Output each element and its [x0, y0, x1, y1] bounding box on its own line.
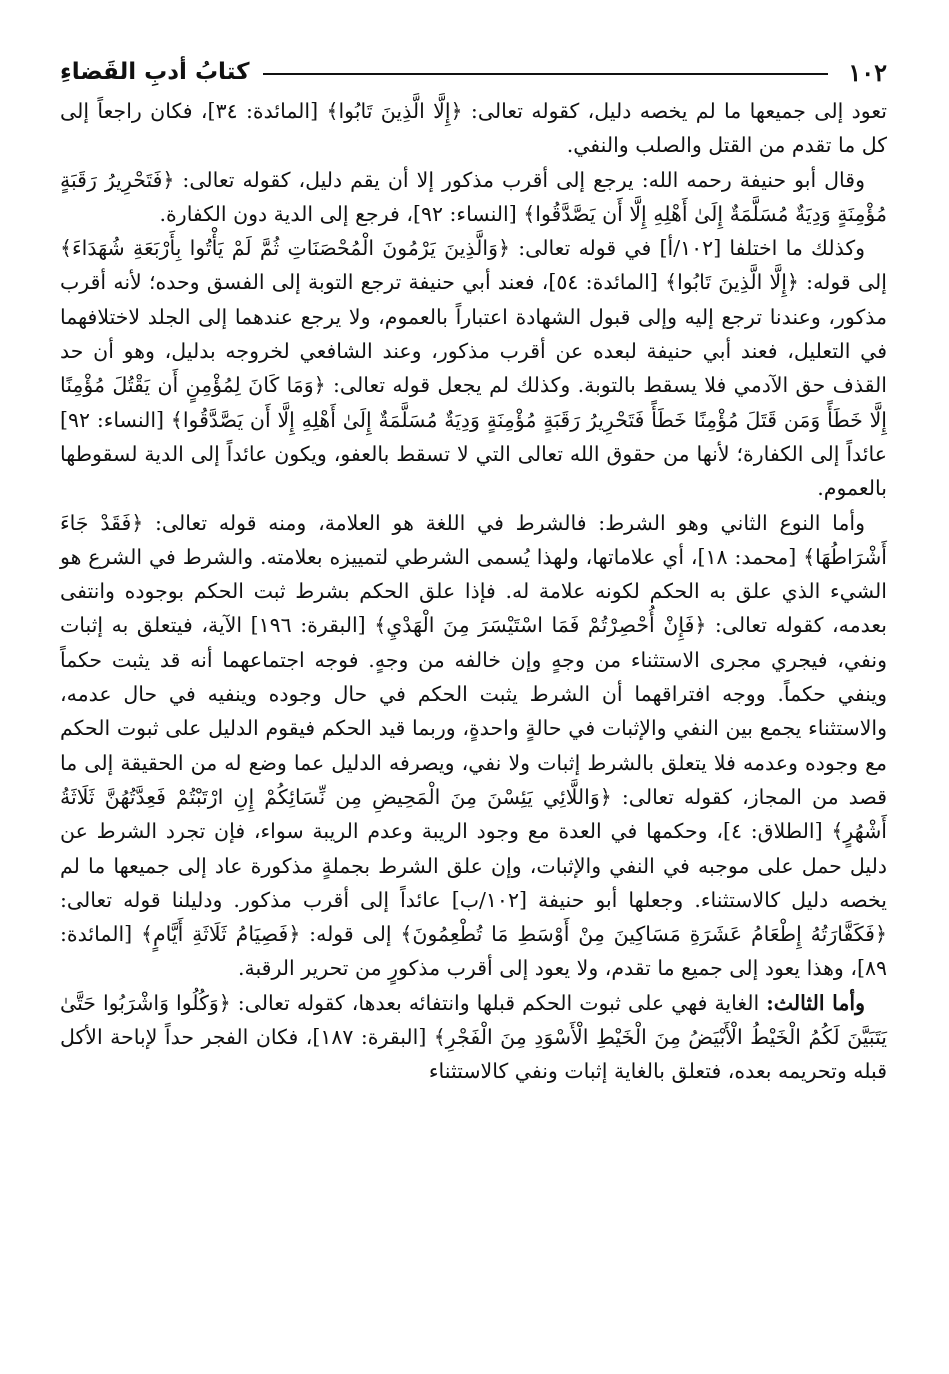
paragraph-5-lead: وأما الثالث: [766, 990, 865, 1015]
paragraph-5-text: الغاية فهي على ثبوت الحكم قبلها وانتفائه بعدها، كقوله تعالى: ﴿وَكُلُوا وَاشْرَبُوا حَتَّىٰ يَتَبَيَّنَ لَكُمُ الْخَيْطُ الْأَبْيَضُ مِنَ الْخَيْطِ الْأَسْوَدِ مِنَ الْفَجْرِ﴾ [البقرة: ١٨٧]، فكان الفجر حداً لإباحة الأكل قبله وتحريمه بعده، فتعلق بالغاية إثبات ونفي كالاستثناء [60, 990, 887, 1084]
header-rule [263, 73, 828, 75]
body-text [60, 94, 887, 1089]
page-number: ١٠٢ [848, 57, 887, 87]
paragraph-2: وقال أبو حنيفة رحمه الله: يرجع إلى أقرب مذكور إلا أن يقم دليل، كقوله تعالى: ﴿فَتَحْرِيرُ رَقَبَةٍ مُؤْمِنَةٍ وَدِيَةٌ مُسَلَّمَةٌ إِلَىٰ أَهْلِهِ إِلَّا أَن يَصَّدَّقُوا﴾ [النساء: ٩٢]، فرجع إلى الدية دون الكفارة. [60, 167, 887, 226]
running-header [60, 52, 887, 92]
paragraph-4: وأما النوع الثاني وهو الشرط: فالشرط في اللغة هو العلامة، ومنه قوله تعالى: ﴿فَقَدْ جَاءَ أَشْرَاطُهَا﴾ [محمد: ١٨]، أي علاماتها، ولهذا يُسمى الشرطي لتمييزه بعلامته. والشرط في الشرع هو الشيء الذي علق به الحكم لكونه علامة له. فإذا علق الحكم بشرط ثبت الحكم بوجوده وانتفى بعدمه، كقوله تعالى: ﴿فَإِنْ أُحْصِرْتُمْ فَمَا اسْتَيْسَرَ مِنَ الْهَدْيِ﴾ [البقرة: ١٩٦] الآية، فيتعلق به إثبات ونفي، فيجري مجرى الاستثناء من وجهٍ وإن خالفه من وجهٍ. فوجه اجتماعهما أنه قد يثبت حكماً وينفي حكماً. ووجه افتراقهما أن الشرط يثبت الحكم في حال وجوده وينفيه في حال عدمه، والاستثناء يجمع بين النفي والإثبات في حالةٍ واحدةٍ، وربما قيد الحكم فيقوم الدليل على ثبوت الحكم مع وجوده وعدمه فلا يتعلق بالشرط إثبات ولا نفي، ويصرفه الدليل عما وضع له من الحقيقة إلى ما قصد من المجاز، كقوله تعالى: ﴿وَاللَّائِي يَئِسْنَ مِنَ الْمَحِيضِ مِن نِّسَائِكُمْ إِنِ ارْتَبْتُمْ فَعِدَّتُهُنَّ ثَلَاثَةُ أَشْهُرٍ﴾ [الطلاق: ٤]، وحكمها في العدة مع وجود الريبة وعدم الريبة سواء، فإن تجرد الشرط عن دليل حمل على موجبه في النفي والإثبات، وإن علق الشرط بجملةٍ مذكورة عاد إلى جميعها ما لم يخصه دليل كالاستثناء. وجعلها أبو حنيفة [١٠٢/ب] عائداً إلى أقرب مذكور. ودليلنا قوله تعالى: ﴿فَكَفَّارَتُهُ إِطْعَامُ عَشَرَةِ مَسَاكِينَ مِنْ أَوْسَطِ مَا تُطْعِمُونَ﴾ إلى قوله: ﴿فَصِيَامُ ثَلَاثَةِ أَيَّامٍ﴾ [المائدة: ٨٩]، وهذا يعود إلى جميع ما تقدم، ولا يعود إلى أقرب مذكورٍ من تحرير الرقبة. [60, 510, 887, 981]
paragraph-1: تعود إلى جميعها ما لم يخصه دليل، كقوله تعالى: ﴿إِلَّا الَّذِينَ تَابُوا﴾ [المائدة: ٣٤]، فكان راجعاً إلى كل ما تقدم من القتل والصلب والنفي. [60, 99, 887, 158]
paragraph-3: وكذلك ما اختلفا [١٠٢/أ] في قوله تعالى: ﴿وَالَّذِينَ يَرْمُونَ الْمُحْصَنَاتِ ثُمَّ لَمْ يَأْتُوا بِأَرْبَعَةِ شُهَدَاءَ﴾ إلى قوله: ﴿إِلَّا الَّذِينَ تَابُوا﴾ [المائدة: ٥٤]، فعند أبي حنيفة ترجع التوبة إلى الفسق وحده؛ لأنه أقرب مذكور، وعندنا ترجع إليه وإلى قبول الشهادة اعتباراً بالعموم، ولا يرجع عندهما إلى الجلد لاختلافهما في التعليل، فعند أبي حنيفة لبعده عن أقرب مذكور، وعند الشافعي لخروجه بدليل، وهو أن حد القذف حق الآدمي فلا يسقط بالتوبة. وكذلك لم يجعل قوله تعالى: ﴿وَمَا كَانَ لِمُؤْمِنٍ أَن يَقْتُلَ مُؤْمِنًا إِلَّا خَطَأً وَمَن قَتَلَ مُؤْمِنًا خَطَأً فَتَحْرِيرُ رَقَبَةٍ مُؤْمِنَةٍ وَدِيَةٌ مُسَلَّمَةٌ إِلَىٰ أَهْلِهِ إِلَّا أَن يَصَّدَّقُوا﴾ [النساء: ٩٢] عائداً إلى الكفارة؛ لأنها من حقوق الله تعالى التي لا تسقط بالعفو، ويكون عائداً إلى الدية لسقوطها بالعموم. [60, 236, 887, 501]
paragraph-5 [60, 986, 887, 1089]
book-title: كتابُ أدبِ القَضاءِ [60, 59, 250, 85]
